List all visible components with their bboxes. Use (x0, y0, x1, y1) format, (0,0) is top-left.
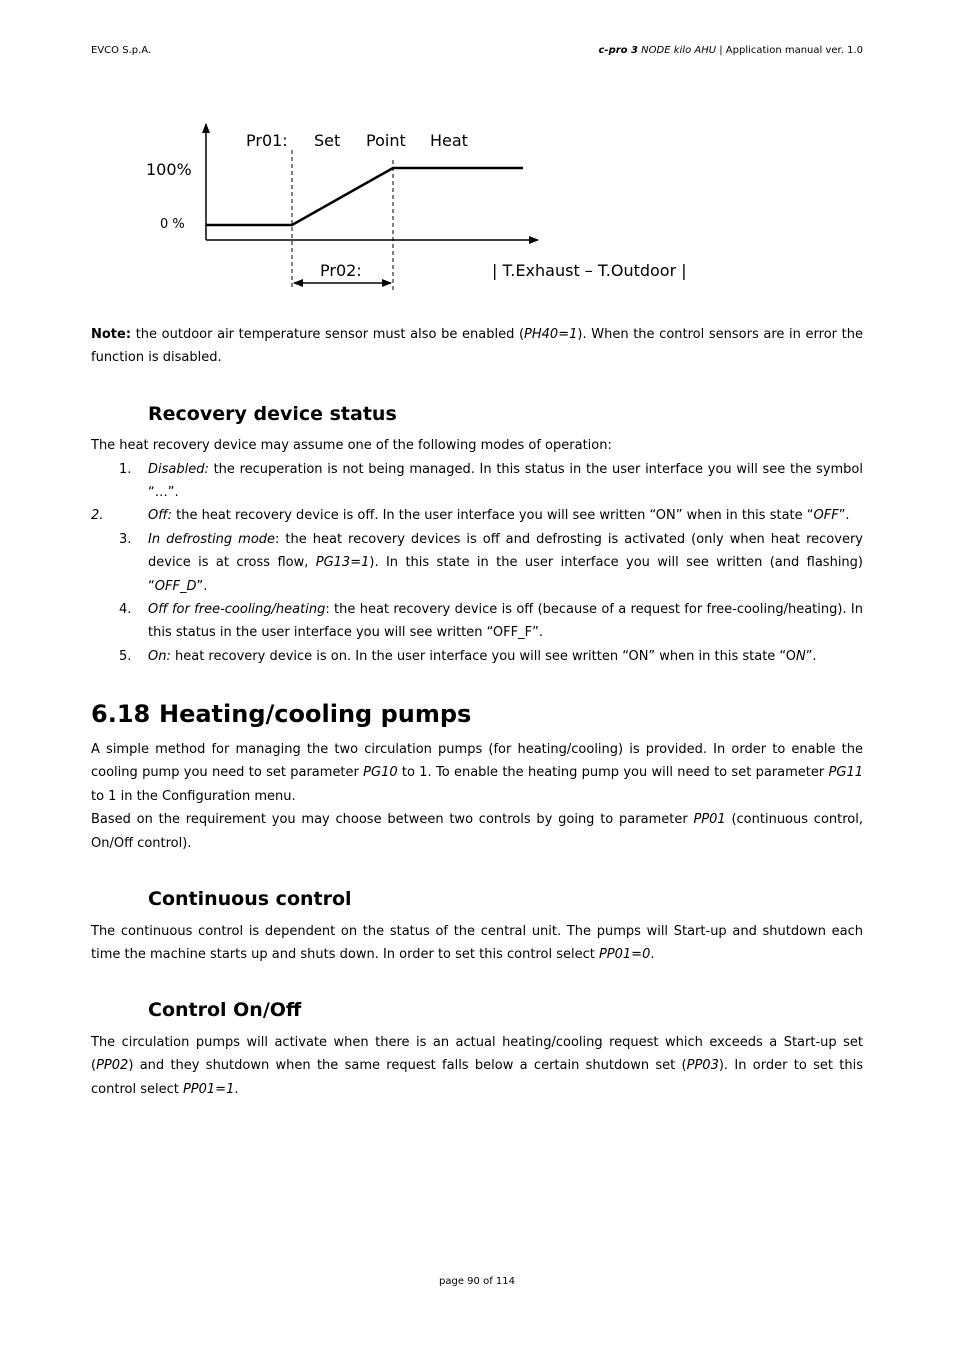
list-item-lead: Off for free-cooling/heating (148, 602, 326, 617)
heat-recovery-diagram (140, 118, 740, 298)
list-item-text: : the heat recovery device is off (because of a request for free-cooling/heating). In this status in the user interface you will see written “OFF_F”. (148, 602, 863, 641)
list-item (91, 598, 863, 645)
header-manual: | Application manual ver. 1.0 (719, 45, 863, 56)
section-p2-param: PP01 (693, 812, 726, 828)
section-p1-text-b: to 1. To enable the heating pump you will need to set parameter (397, 765, 829, 781)
onoff-text-d: . (234, 1081, 239, 1097)
diagram-label-set: Set (314, 131, 341, 150)
list-item-tail: ”. (805, 649, 817, 664)
list-item-tail-italic: N (795, 649, 806, 664)
list-item-text: the heat recovery device is off. In the user interface you will see written “ON” when in this state “ (172, 508, 814, 523)
list-item-text: the recuperation is not being managed. In this status in the user interface you will see the symbol “…”. (148, 462, 863, 501)
diagram-label-0: 0 % (160, 217, 185, 232)
page-number: page 90 of 114 (439, 1276, 515, 1287)
list-item (91, 504, 863, 527)
continuous-text-a: The continuous control is dependent on the status of the central unit. The pumps will Start-up and shutdown each time the machine starts up and shuts down. In order to set this control select (91, 924, 863, 963)
list-item-tail: ”. (196, 578, 208, 594)
list-item (91, 528, 863, 598)
list-item-lead: On: (148, 649, 171, 664)
list-item-mid-italic: PG13=1 (315, 555, 370, 571)
diagram-label-pr02: Pr02: (320, 261, 362, 280)
section-heading (91, 700, 471, 728)
list-item (91, 645, 863, 668)
onoff-text-a: The circulation pumps will activate when there is an actual heating/cooling request which exceeds a Start-up set ( (91, 1035, 863, 1074)
list-item-tail-italic: OFF_D (154, 578, 197, 594)
control-curve (206, 168, 523, 225)
list-item-number: 5. (119, 649, 132, 664)
diagram-label-100: 100% (146, 160, 192, 179)
onoff-paragraph (91, 1031, 863, 1101)
list-item-lead: Disabled: (148, 462, 209, 477)
recovery-intro: The heat recovery device may assume one of the following modes of operation: (91, 438, 612, 453)
continuous-paragraph (91, 920, 863, 967)
header-product-sub: NODE kilo AHU (641, 45, 717, 56)
list-item-tail-italic: OFF (813, 508, 839, 523)
onoff-text-b: ) and they shutdown when the same request falls below a certain shutdown set ( (128, 1058, 687, 1074)
list-item-number: 2. (91, 508, 104, 523)
header-product: c-pro 3 (598, 45, 638, 56)
list-item-number: 3. (119, 532, 132, 547)
list-item-mid: ). In this state in the user interface you will see written (and flashing) “ (148, 555, 863, 594)
diagram-label-point: Point (366, 131, 406, 150)
note-bold: Note: (91, 327, 132, 342)
section-p2-text-a: Based on the requirement you may choose between two controls by going to parameter (91, 812, 694, 828)
section-p1-text-c: to 1 in the Configuration menu. (91, 788, 296, 804)
section-p1-param-2: PG11 (828, 765, 863, 781)
recovery-heading: Recovery device status (148, 403, 397, 425)
onoff-param-2: PP03 (686, 1058, 719, 1074)
continuous-text-b: . (650, 947, 655, 963)
list-item-text: heat recovery device is on. In the user interface you will see written “ON” when in this state “O (170, 649, 796, 664)
diagram-label-pr01: Pr01: (246, 131, 288, 150)
header-company: EVCO S.p.A. (91, 45, 152, 56)
section-p1-param-1: PG10 (363, 765, 398, 781)
list-item (91, 458, 863, 505)
diagram-axis-label: | T.Exhaust – T.Outdoor | (492, 261, 687, 280)
note-text-2: ). When the control sensors are in error the function is disabled. (91, 327, 863, 366)
section-p1-text-a: A simple method for managing the two circulation pumps (for heating/cooling) is provided. In order to enable the cooling pump you need to set parameter (91, 742, 863, 781)
list-item-text: : the heat recovery devices is off and defrosting is activated (only when heat recovery device is at cross flow, (148, 532, 863, 571)
list-item-number: 1. (119, 462, 132, 477)
continuous-heading: Continuous control (148, 888, 352, 910)
onoff-param-1: PP02 (96, 1058, 129, 1074)
continuous-param: PP01=0 (598, 947, 651, 963)
onoff-text-c: ). In order to set this control select (91, 1058, 863, 1097)
note-paragraph (91, 323, 863, 370)
header-title (599, 45, 864, 56)
section-p2-text-b: (continuous control, On/Off control). (91, 812, 863, 851)
list-item-lead: In defrosting mode (148, 532, 276, 547)
section-paragraph-1 (91, 738, 863, 855)
list-item-lead: Off: (148, 508, 172, 523)
note-text-1: the outdoor air temperature sensor must also be enabled ( (131, 327, 525, 342)
list-item-number: 4. (119, 602, 132, 617)
section-title: Heating/cooling pumps (159, 700, 472, 728)
diagram-label-heat: Heat (430, 131, 468, 150)
section-number: 6.18 (91, 700, 151, 728)
note-param: PH40=1 (524, 327, 578, 342)
list-item-tail: ”. (838, 508, 850, 523)
onoff-heading: Control On/Off (148, 999, 302, 1021)
onoff-param-3: PP01=1 (182, 1081, 235, 1097)
